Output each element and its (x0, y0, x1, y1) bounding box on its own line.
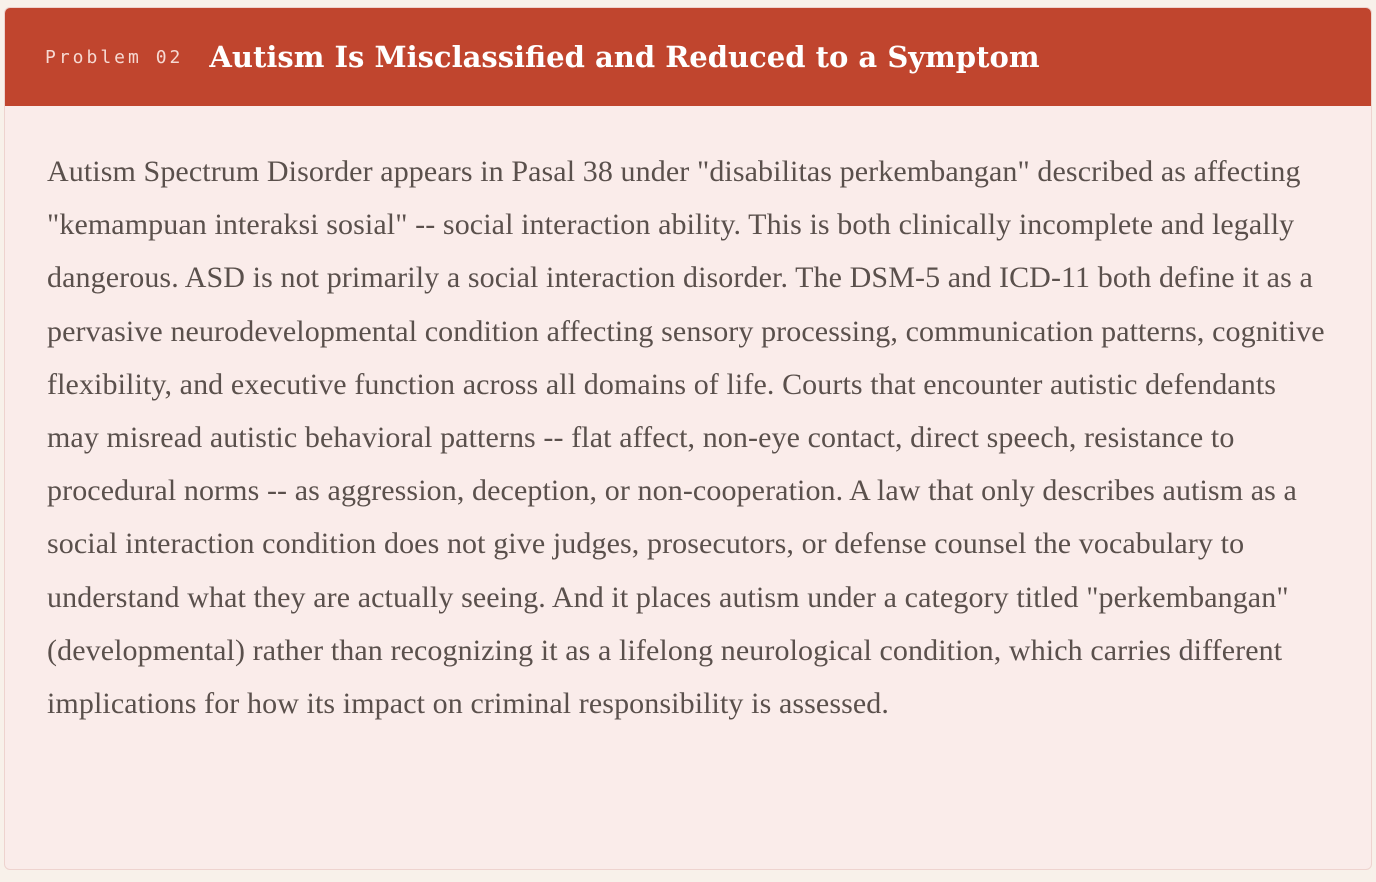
problem-card (4, 7, 1372, 870)
problem-card-header (5, 8, 1371, 106)
problem-card-body (5, 106, 1371, 730)
problem-number-tag: Problem 02 (45, 46, 184, 68)
problem-title: Autism Is Misclassified and Reduced to a Symptom (209, 40, 1040, 74)
problem-description: Autism Spectrum Disorder appears in Pasal 38 under "disabilitas perkembangan" described as affecting "kemampuan interaksi sosial" -- social interaction ability. This is both clinically incomplete and legally dangerous. ASD is not primarily a social interaction disorder. The DSM-5 and ICD-11 both define it as a pervasive neurodevelopmental condition affecting sensory processing, communication patterns, cognitive flexibility, and executive function across all domains of life. Courts that encounter autistic defendants may misread autistic behavioral patterns -- flat affect, non-eye contact, direct speech, resistance to procedural norms -- as aggression, deception, or non-cooperation. A law that only describes autism as a social interaction condition does not give judges, prosecutors, or defense counsel the vocabulary to understand what they are actually seeing. And it places autism under a category titled "perkembangan" (developmental) rather than recognizing it as a lifelong neurological condition, which carries different implications for how its impact on criminal responsibility is assessed. (47, 155, 1325, 721)
